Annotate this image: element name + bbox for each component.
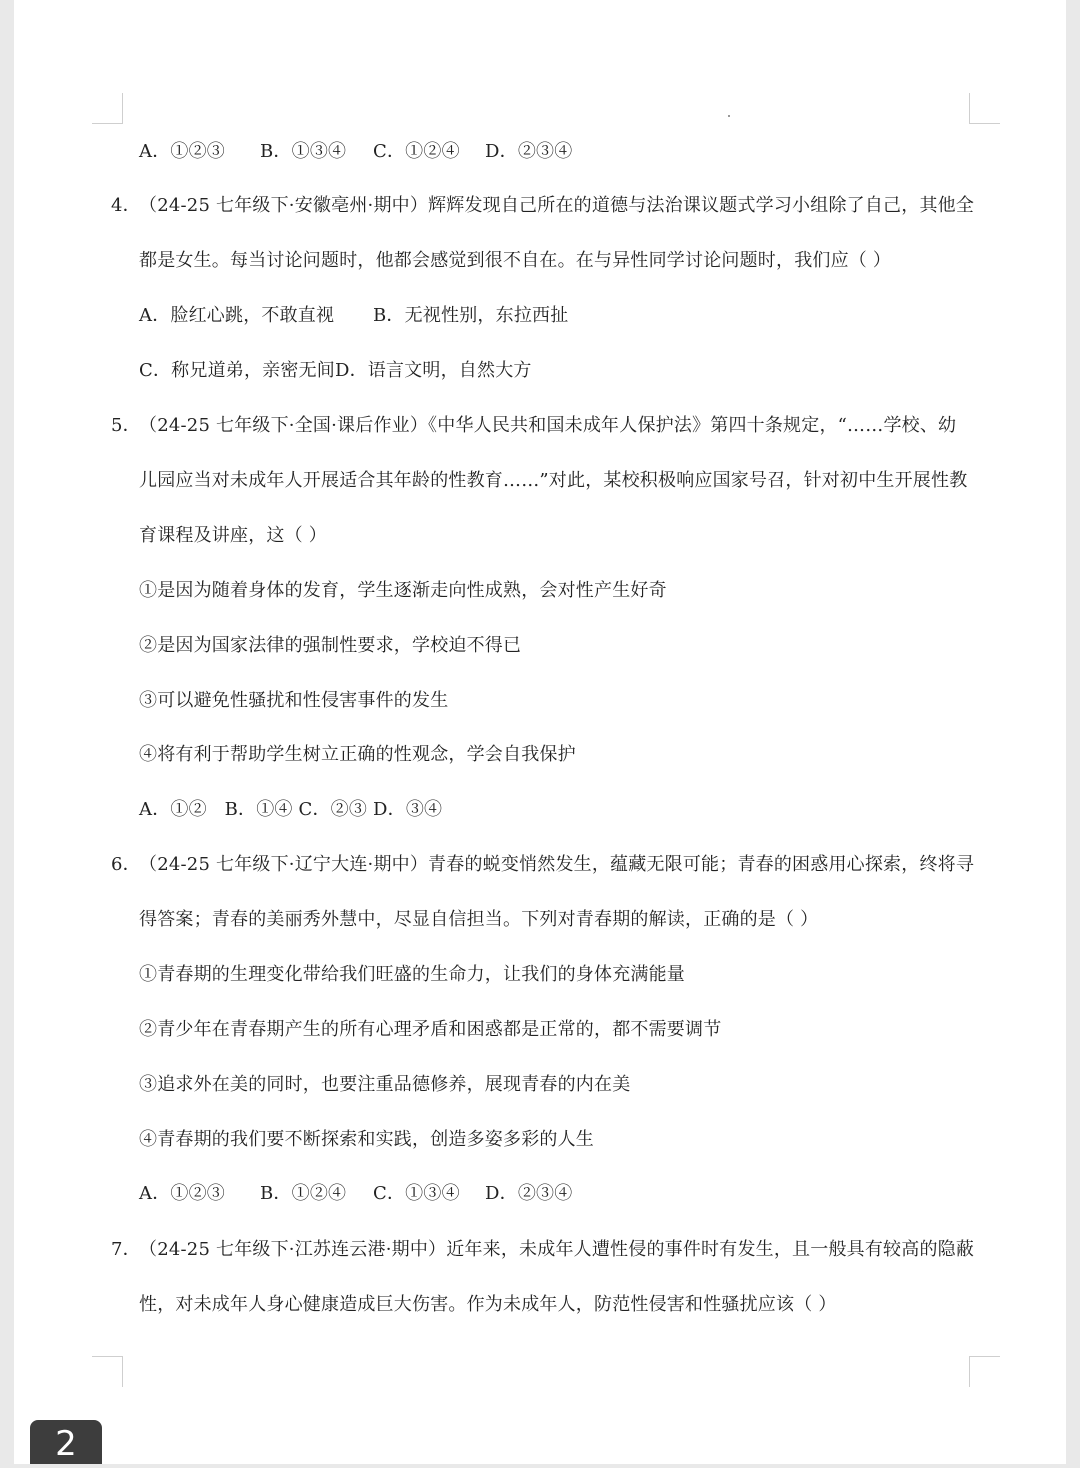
question-6-statement-1: ①青春期的生理变化带给我们旺盛的生命力，让我们的身体充满能量 <box>139 964 685 985</box>
question-5-statement-2: ②是因为国家法律的强制性要求，学校迫不得已 <box>139 635 522 656</box>
question-4-options-cd: C．称兄道弟，亲密无间D．语言文明，自然大方 <box>139 360 532 381</box>
question-5-statement-1: ①是因为随着身体的发育，学生逐渐走向性成熟，会对性产生好奇 <box>139 580 667 601</box>
question-text: （24-25 七年级下·辽宁大连·期中）青春的蜕变悄然发生，蕴藏无限可能；青春的困惑用心探索，终将寻 <box>139 854 975 875</box>
question-5-options: A．①② B．①④ C．②③ D．③④ <box>139 799 443 820</box>
option-a: A．脸红心跳，不敢直视 <box>139 305 335 326</box>
prev-question-options <box>139 140 572 164</box>
question-6-statement-2: ②青少年在青春期产生的所有心理矛盾和困惑都是正常的，都不需要调节 <box>139 1019 722 1040</box>
question-4 <box>111 194 974 218</box>
question-number: 5． <box>111 415 141 436</box>
question-number: 4． <box>111 195 141 216</box>
question-6 <box>111 853 974 877</box>
question-text: （24-25 七年级下·安徽亳州·期中）辉辉发现自己所在的道德与法治课议题式学习小组除了自己，其他全 <box>139 195 975 216</box>
question-6-statement-4: ④青春期的我们要不断探索和实践，创造多姿多彩的人生 <box>139 1129 594 1150</box>
question-5 <box>111 414 956 438</box>
question-4-options-ab <box>139 304 568 328</box>
question-6-options <box>139 1182 572 1206</box>
question-6-statement-3: ③追求外在美的同时，也要注重品德修养，展现青春的内在美 <box>139 1074 631 1095</box>
question-text: （24-25 七年级下·全国·课后作业）《中华人民共和国未成年人保护法》第四十条规定，“……学校、幼 <box>139 415 957 436</box>
crop-mark-bottom-left <box>92 1356 123 1387</box>
option-b: B．无视性别，东拉西扯 <box>373 305 569 326</box>
question-5-statement-3: ③可以避免性骚扰和性侵害事件的发生 <box>139 690 449 711</box>
question-4-line2: 都是女生。每当讨论问题时，他都会感觉到很不自在。在与异性同学讨论问题时，我们应（ ） <box>139 250 892 271</box>
option-b: B．①②④ <box>260 1183 347 1204</box>
option-c: C．①②④ <box>373 141 460 162</box>
option-a: A．①②③ <box>139 1183 225 1204</box>
document-page <box>14 0 1066 1464</box>
question-7 <box>111 1238 974 1262</box>
crop-mark-bottom-right <box>969 1356 1000 1387</box>
question-7-line2: 性，对未成年人身心健康造成巨大伤害。作为未成年人，防范性侵害和性骚扰应该（ ） <box>139 1294 837 1315</box>
crop-mark-top-left <box>92 93 123 124</box>
option-c: C．①③④ <box>373 1183 460 1204</box>
speck <box>728 115 730 117</box>
question-5-line2: 儿园应当对未成年人开展适合其年龄的性教育……”对此，某校积极响应国家号召，针对初中生开展性教 <box>139 470 968 491</box>
question-text: （24-25 七年级下·江苏连云港·期中）近年来，未成年人遭性侵的事件时有发生，且一般具有较高的隐蔽 <box>139 1239 975 1260</box>
question-number: 7． <box>111 1239 141 1260</box>
question-5-statement-4: ④将有利于帮助学生树立正确的性观念，学会自我保护 <box>139 744 576 765</box>
page-number-badge: 2 <box>30 1420 102 1464</box>
option-d: D．②③④ <box>485 141 573 162</box>
option-d: D．②③④ <box>485 1183 573 1204</box>
question-6-line2: 得答案；青春的美丽秀外慧中，尽显自信担当。下列对青春期的解读，正确的是（ ） <box>139 909 819 930</box>
question-number: 6． <box>111 854 141 875</box>
option-a: A．①②③ <box>139 141 225 162</box>
option-b: B．①③④ <box>260 141 347 162</box>
question-5-line3: 育课程及讲座，这（ ） <box>139 525 327 546</box>
crop-mark-top-right <box>969 93 1000 124</box>
